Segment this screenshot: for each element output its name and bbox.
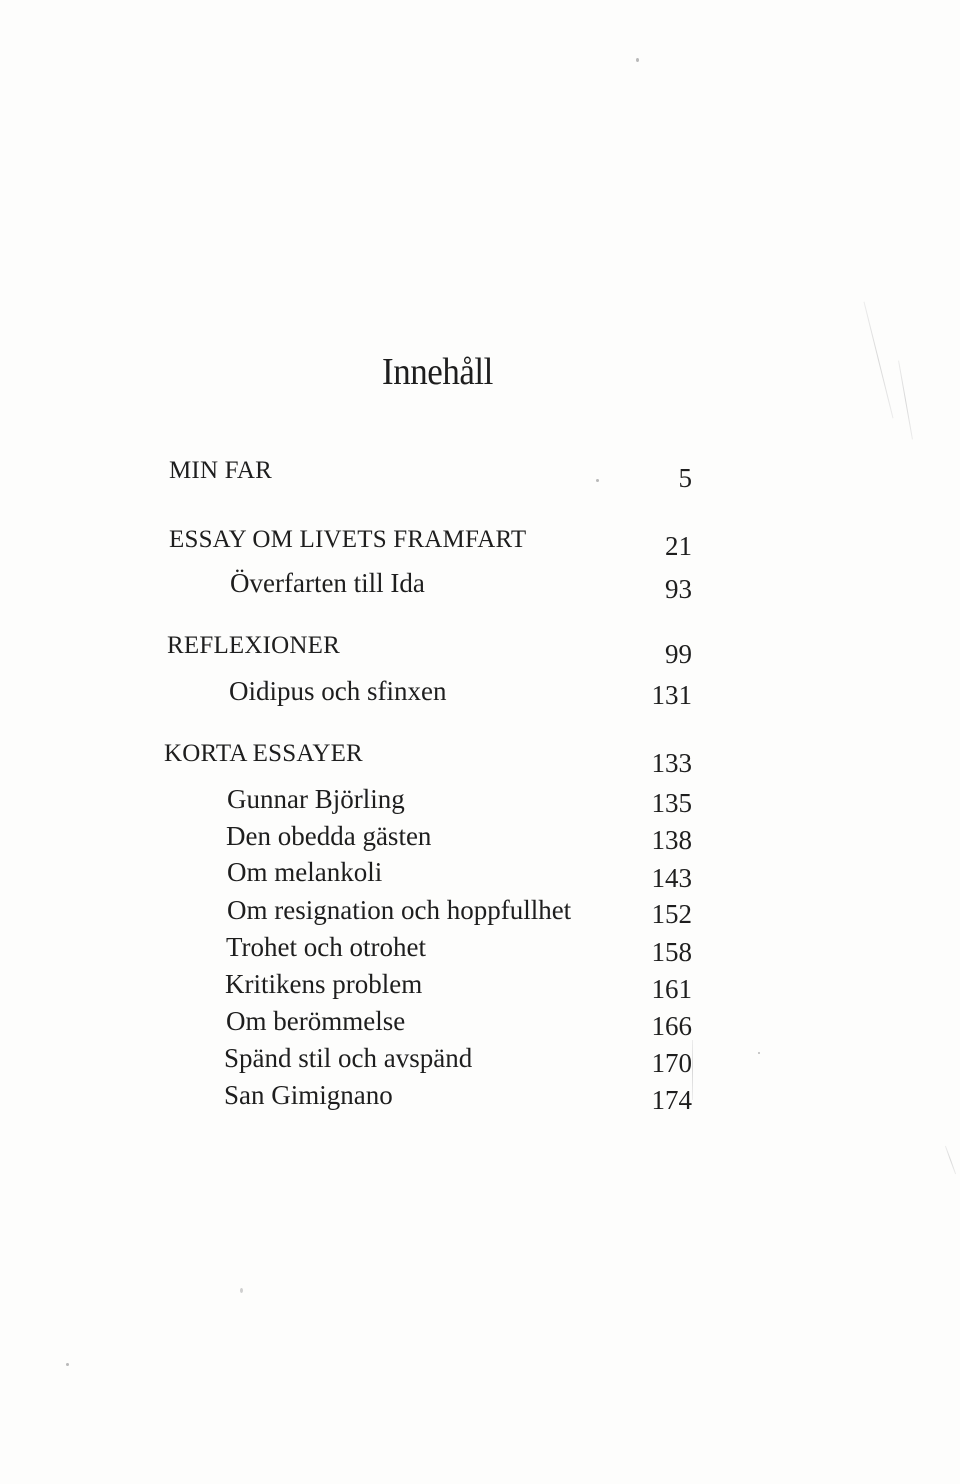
toc-entry-page: 152 [651, 899, 692, 929]
toc-entry-kritikens-problem [0, 969, 960, 1009]
scan-streak [692, 1040, 693, 1100]
toc-entry-label: Den obedda gästen [226, 821, 432, 851]
toc-entry-page: 138 [651, 825, 692, 855]
toc-entry-om-melankoli [0, 857, 960, 897]
toc-entry-page: 93 [665, 574, 692, 604]
toc-entry-label: Om resignation och hoppfullhet [227, 895, 572, 925]
toc-entry-page: 133 [651, 748, 692, 778]
toc-entry-den-obedda-gasten [0, 821, 960, 861]
scan-speck [596, 479, 599, 482]
toc-entry-page: 99 [665, 639, 692, 669]
scan-streak [898, 361, 913, 440]
toc-entry-label: Spänd stil och avspänd [224, 1043, 473, 1073]
toc-entry-gunnar-bjorling [0, 784, 960, 824]
toc-entry-essay-om-livets-framfart [0, 526, 960, 566]
toc-entry-page: 21 [665, 531, 692, 561]
toc-entry-page: 158 [651, 937, 692, 967]
toc-entry-label: Kritikens problem [225, 969, 423, 999]
scan-speck [66, 1363, 69, 1366]
toc-entry-trohet-och-otrohet [0, 932, 960, 972]
scan-streak [863, 302, 893, 419]
toc-entry-om-berommelse [0, 1006, 960, 1046]
toc-entry-label: Gunnar Björling [227, 784, 405, 814]
toc-entry-min-far [0, 457, 960, 497]
scan-streak [945, 1146, 956, 1175]
scan-speck [240, 1288, 243, 1293]
toc-entry-reflexioner [0, 632, 960, 672]
toc-entry-page: 166 [651, 1011, 692, 1041]
toc-entry-label: Överfarten till Ida [230, 568, 425, 598]
toc-entry-page: 5 [678, 463, 692, 493]
toc-entry-label: KORTA ESSAYER [164, 740, 363, 767]
toc-entry-page: 161 [651, 974, 692, 1004]
toc-entry-spand-stil-och-avspand [0, 1043, 960, 1083]
toc-entry-page: 131 [651, 680, 692, 710]
toc-entry-page: 135 [651, 788, 692, 818]
toc-entry-korta-essayer [0, 740, 960, 780]
toc-entry-label: REFLEXIONER [167, 632, 341, 659]
toc-entry-label: San Gimignano [224, 1080, 393, 1110]
toc-entry-label: Oidipus och sfinxen [229, 676, 447, 706]
toc-entry-san-gimignano [0, 1080, 960, 1120]
toc-entry-page: 170 [651, 1048, 692, 1078]
toc-entry-overfarten-till-ida [0, 568, 960, 608]
toc-entry-om-resignation-och-hoppfullhet [0, 895, 960, 935]
page-title: Innehåll [382, 351, 493, 393]
toc-entry-page: 143 [651, 863, 692, 893]
toc-entry-label: Om berömmelse [226, 1006, 406, 1036]
toc-entry-label: Om melankoli [227, 857, 383, 887]
scan-speck [758, 1052, 760, 1054]
toc-entry-label: Trohet och otrohet [226, 932, 426, 962]
toc-entry-label: ESSAY OM LIVETS FRAMFART [169, 526, 527, 553]
toc-entry-label: MIN FAR [169, 457, 273, 484]
scan-speck [636, 58, 639, 62]
toc-entry-oidipus-och-sfinxen [0, 676, 960, 716]
toc-entry-page: 174 [651, 1085, 692, 1115]
